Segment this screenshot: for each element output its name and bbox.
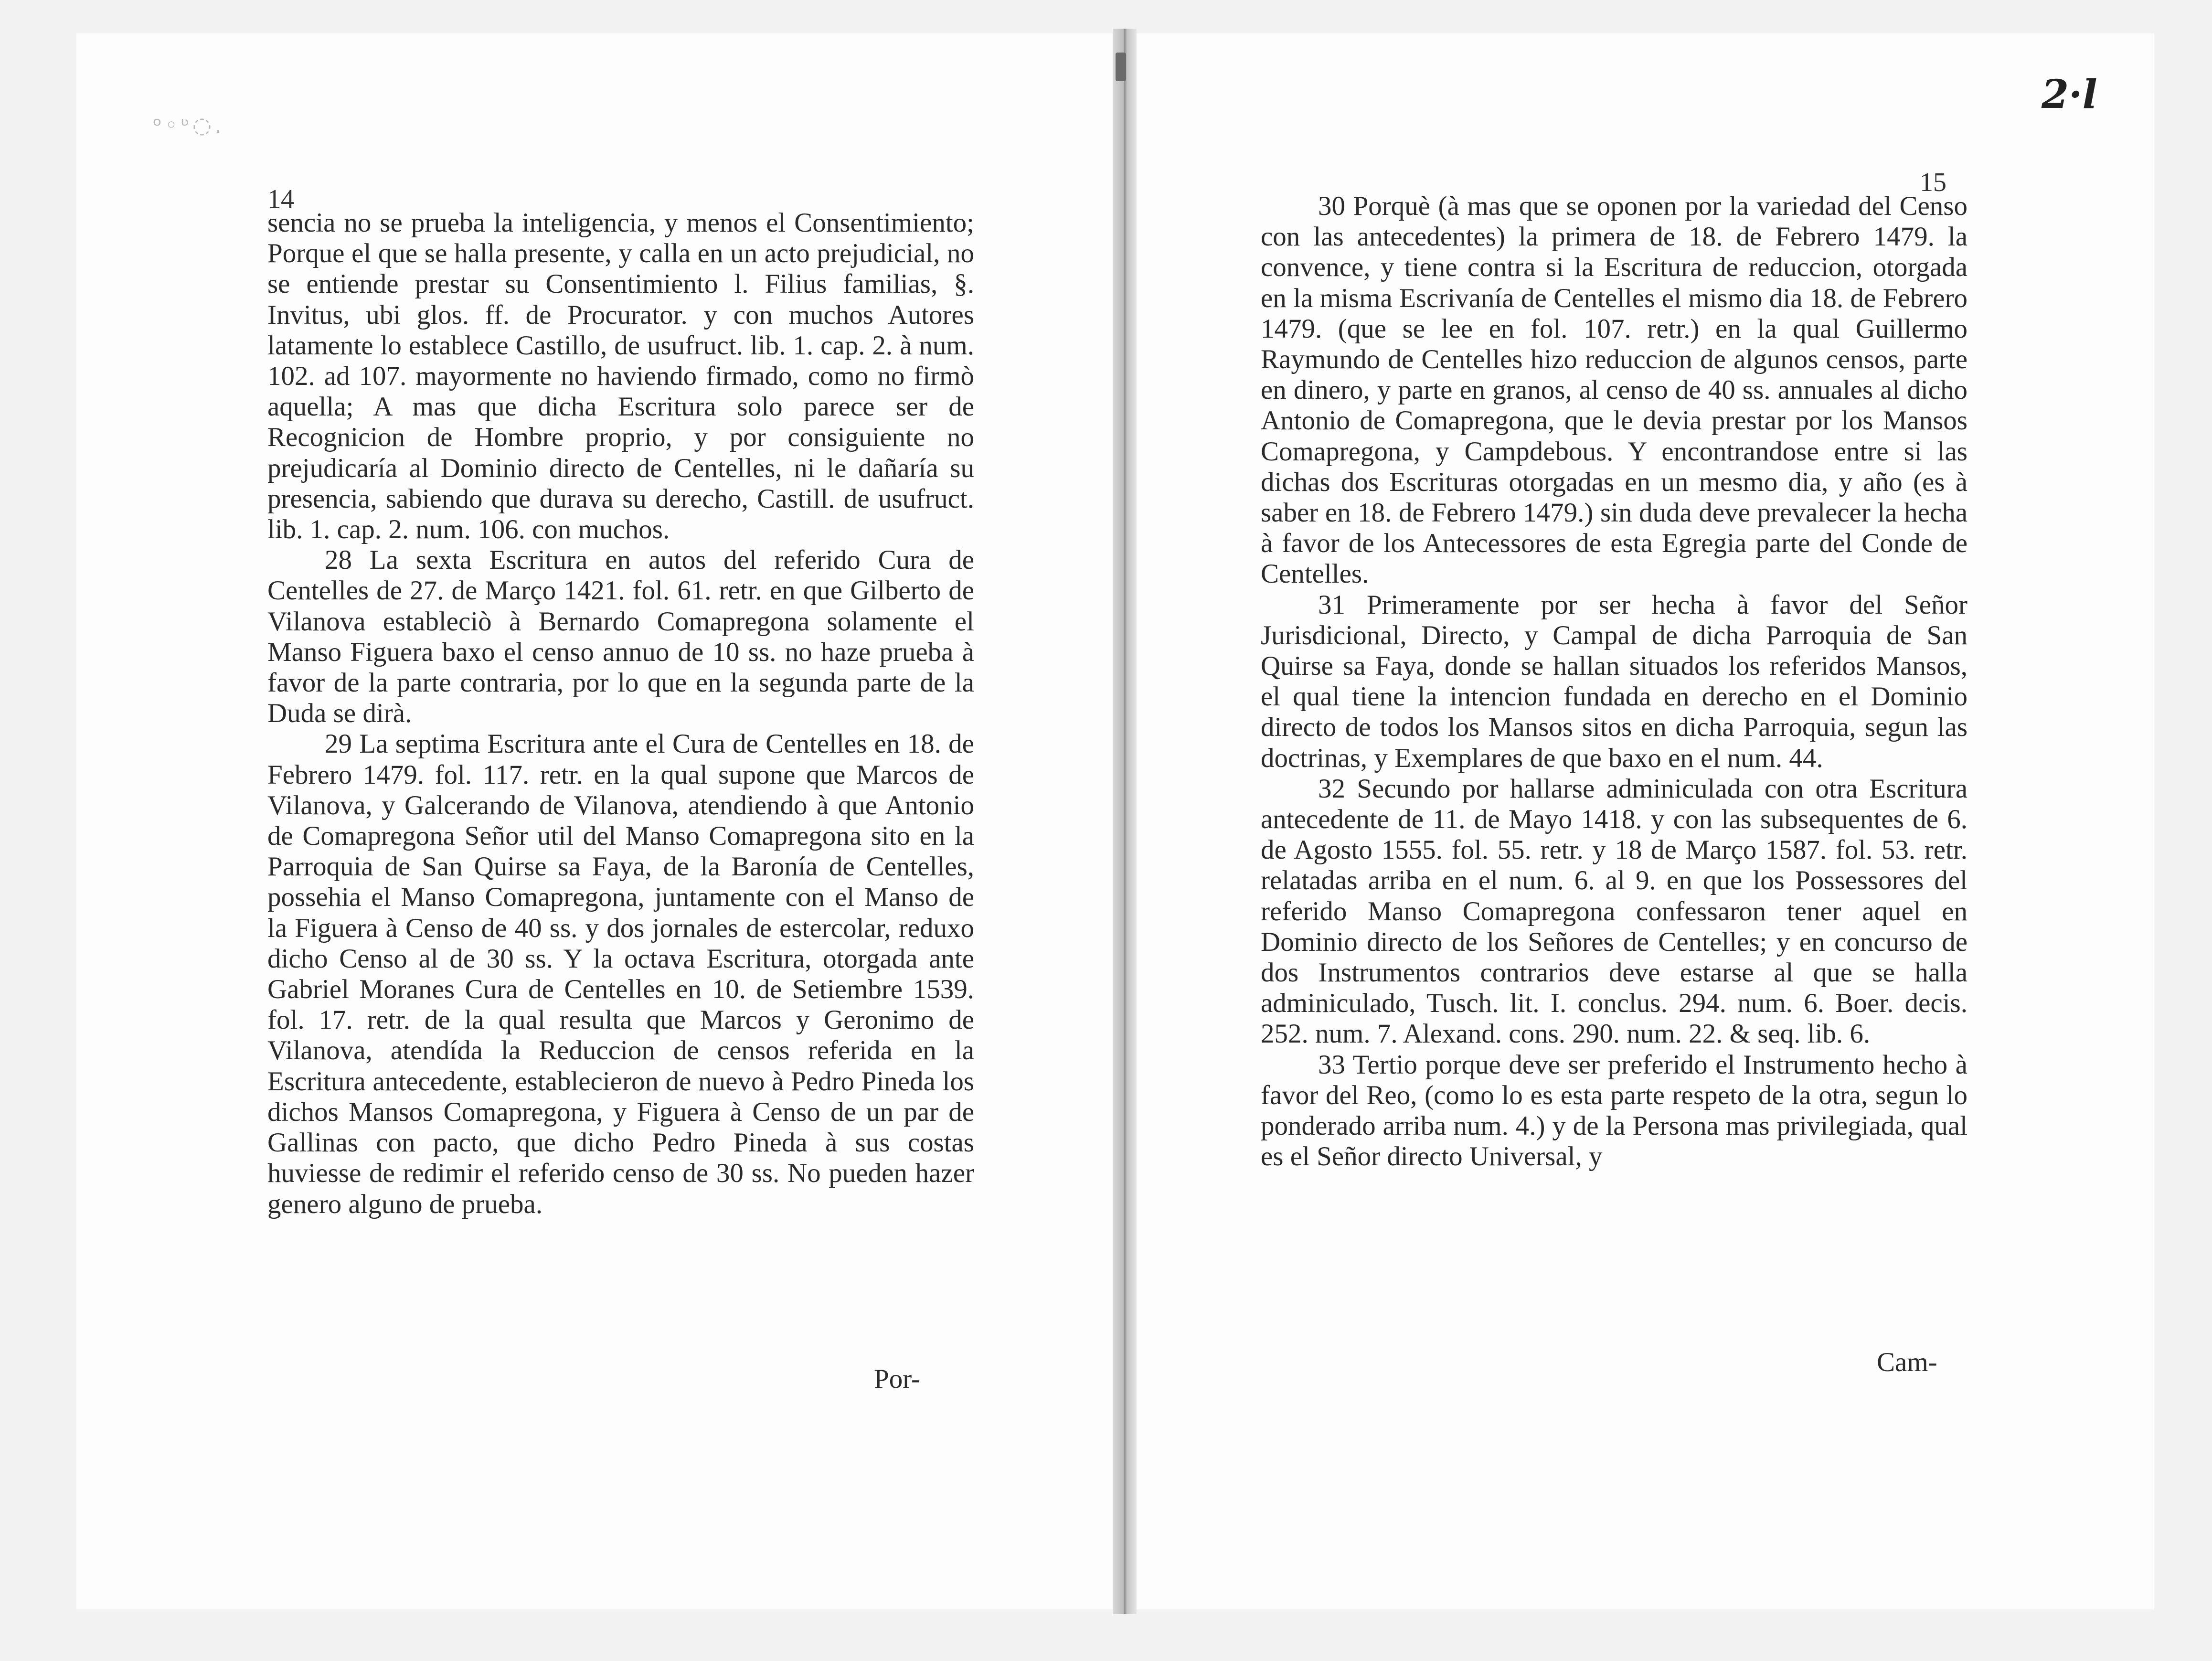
paragraph-31: 31 Primeramente por ser hecha à favor del Señor Jurisdicional, Directo, y Campal de dicha Parroquia de San Quirse sa Faya, donde se hallan situados los referidos Mansos, el qual tiene la intencion fundada en derecho en el Dominio directo de todos los Mansos sitos en dicha Parroquia, segun las doctrinas, y Exemplares de que baxo en el num. 44. bbox=[1261, 589, 1967, 773]
paragraph-28: 28 La sexta Escritura en autos del referido Cura de Centelles de 27. de Março 1421. fol. 61. retr. en que Gilberto de Vilanova estableciò à Bernardo Comapregona solamente el Manso Figuera baxo el censo annuo de 10 ss. no haze prueba à favor de la parte contraria, por lo que en la segunda parte de la Duda se dirà. bbox=[267, 545, 974, 729]
paragraph-32: 32 Secundo por hallarse adminiculada con otra Escritura antecedente de 11. de Mayo 1418. y con las subsequentes de 6. de Agosto 1555. fol. 55. retr. y 18 de Março 1587. fol. 53. retr. relatadas arriba en el num. 6. al 9. en que los Possessores del referido Manso Comapregona confessaron tener aquel en Dominio directo de los Señores de Centelles; y en concurso de dos Instrumentos contrarios deve estarse al que se halla adminiculado, Tusch. lit. I. conclus. 294. num. 6. Boer. decis. 252. num. 7. Alexand. cons. 290. num. 22. & seq. lib. 6. bbox=[1261, 773, 1967, 1049]
paragraph-29: 29 La septima Escritura ante el Cura de Centelles en 18. de Febrero 1479. fol. 117. retr. en la qual supone que Marcos de Vilanova, y Galcerando de Vilanova, atendiendo à que Antonio de Comapregona Señor util del Manso Comapregona sito en la Parroquia de San Quirse sa Faya, de la Baronía de Centelles, possehia el Manso Comapregona, juntamente con el Manso de la Figuera à Censo de 40 ss. y dos jornales de estercolar, reduxo dicho Censo al de 30 ss. Y la octava Escritura, otorgada ante Gabriel Moranes Cura de Centelles en 10. de Setiembre 1539. fol. 17. retr. de la qual resulta que Marcos y Geronimo de Vilanova, atendída la Reduccion de censos referida en la Escritura antecedente, establecieron de nuevo à Pedro Pineda los dichos Mansos Comapregona, y Figuera à Censo de un par de Gallinas con pacto, que dicho Pedro Pineda à sus costas huviesse de redimir el referido censo de 30 ss. No pueden hazer genero alguno de prueba. bbox=[267, 729, 974, 1219]
right-catchword: Cam- bbox=[1877, 1347, 1937, 1377]
paragraph-33: 33 Tertio porque deve ser preferido el Instrumento hecho à favor del Reo, (como lo es esta parte respeto de la otra, segun lo ponderado arriba num. 4.) y de la Persona mas privilegiada, qual es el Señor directo Universal, y bbox=[1261, 1049, 1967, 1172]
paragraph-30: 30 Porquè (à mas que se oponen por la variedad del Censo con las antecedentes) la primera de 18. de Febrero 1479. la convence, y tiene contra si la Escritura de reduccion, otorgada en la misma Escrivanía de Centelles el mismo dia 18. de Febrero 1479. (que se lee en fol. 107. retr.) en la qual Guillermo Raymundo de Centelles hizo reduccion de algunos censos, parte en dinero, y parte en granos, al censo de 40 ss. annuales al dicho Antonio de Comapregona, que le devia prestar por los Mansos Comapregona, y Campdebous. Y encontrandose entre si las dichas dos Escrituras otorgadas en un mesmo dia, y año (es à saber en 18. de Febrero 1479.) sin duda deve prevalecer la hecha à favor de los Antecessores de esta Egregia parte del Conde de Centelles. bbox=[1261, 191, 1967, 589]
left-page-text bbox=[267, 208, 974, 1220]
right-page-text bbox=[1261, 191, 1967, 1172]
book-gutter bbox=[1113, 29, 1137, 1614]
right-page-number: 15 bbox=[1920, 168, 1946, 197]
handwritten-folio-number: 2·l bbox=[2042, 72, 2097, 117]
left-catchword: Por- bbox=[874, 1364, 921, 1394]
left-page-number: 14 bbox=[267, 184, 294, 214]
paragraph-continuation: sencia no se prueba la inteligencia, y menos el Consentimiento; Porque el que se halla presente, y calla en un acto prejudicial, no se entiende prestar su Consentimiento l. Filius familias, §. Invitus, ubi glos. ff. de Procurator. y con muchos Autores latamente lo establece Castillo, de usufruct. lib. 1. cap. 2. à num. 102. ad 107. mayormente no haviendo firmado, como no firmò aquella; A mas que dicha Escritura solo parece ser de Recognicion de Hombre proprio, y por consiguiente no prejudicaría al Dominio directo de Centelles, ni le dañaría su presencia, sabiendo que durava su derecho, Castill. de usufruct. lib. 1. cap. 2. num. 106. con muchos. bbox=[267, 208, 974, 545]
faded-stamp: ᵒ◦ᶹ◌. bbox=[153, 112, 224, 138]
gutter-mark bbox=[1116, 53, 1126, 81]
